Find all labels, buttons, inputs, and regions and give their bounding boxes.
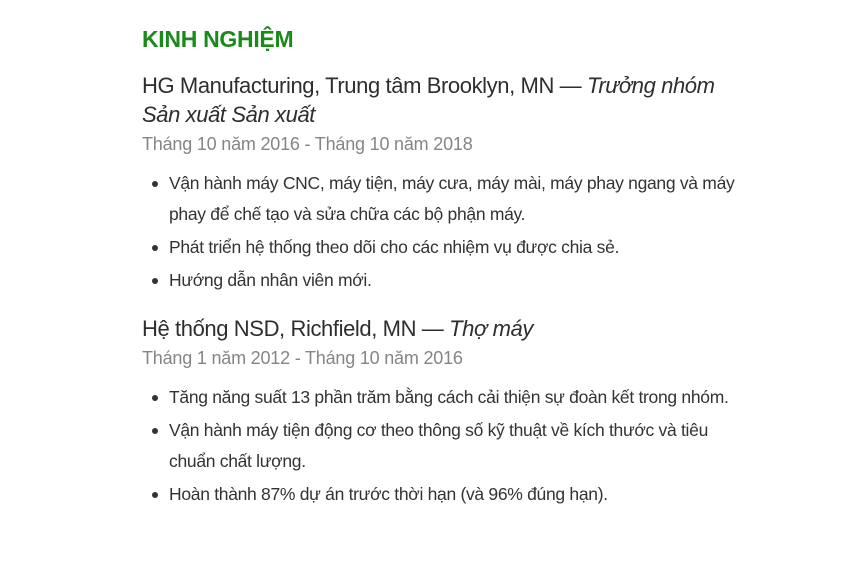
- job-dates: Tháng 1 năm 2012 - Tháng 10 năm 2016: [142, 348, 463, 368]
- experience-section: [142, 24, 742, 512]
- job-header: [142, 71, 742, 129]
- bullet-dot-icon: [152, 181, 158, 187]
- company-name: Hệ thống NSD, Richfield, MN: [142, 316, 417, 341]
- section-title: KINH NGHIỆM: [142, 26, 294, 52]
- bullet-item: [142, 415, 742, 477]
- header-separator: —: [553, 73, 587, 98]
- bullet-item: [142, 479, 742, 510]
- bullet-text: Phát triển hệ thống theo dõi cho các nhiệm vụ được chia sẻ.: [169, 237, 620, 257]
- company-name: HG Manufacturing, Trung tâm Brooklyn, MN: [142, 73, 554, 98]
- bullet-item: [142, 232, 742, 263]
- job-bullets: [142, 168, 742, 296]
- bullet-dot-icon: [152, 395, 158, 401]
- bullet-dot-icon: [152, 428, 158, 434]
- bullet-dot-icon: [152, 245, 158, 251]
- job-bullets: [142, 382, 742, 510]
- bullet-item: [142, 265, 742, 296]
- bullet-dot-icon: [152, 278, 158, 284]
- bullet-text: Vận hành máy tiện động cơ theo thông số kỹ thuật về kích thước và tiêu chuẩn chất lượng.: [169, 420, 709, 471]
- bullet-item: [142, 382, 742, 413]
- bullet-text: Vận hành máy CNC, máy tiện, máy cưa, máy mài, máy phay ngang và máy phay để chế tạo và sửa chữa các bộ phận máy.: [169, 173, 735, 224]
- bullet-item: [142, 168, 742, 230]
- job-dates: Tháng 10 năm 2016 - Tháng 10 năm 2018: [142, 134, 473, 154]
- job-role: Trưởng nhóm Sản xuất Sản xuất: [142, 73, 715, 127]
- bullet-text: Hướng dẫn nhân viên mới.: [169, 270, 372, 290]
- job-header: [142, 314, 742, 343]
- header-separator: —: [416, 316, 450, 341]
- bullet-text: Hoàn thành 87% dự án trước thời hạn (và 96% đúng hạn).: [169, 484, 608, 504]
- job-entry: [142, 71, 742, 296]
- job-role: Thợ máy: [449, 316, 533, 341]
- bullet-text: Tăng năng suất 13 phần trăm bằng cách cải thiện sự đoàn kết trong nhóm.: [169, 387, 729, 407]
- job-entry: [142, 314, 742, 510]
- bullet-dot-icon: [152, 492, 158, 498]
